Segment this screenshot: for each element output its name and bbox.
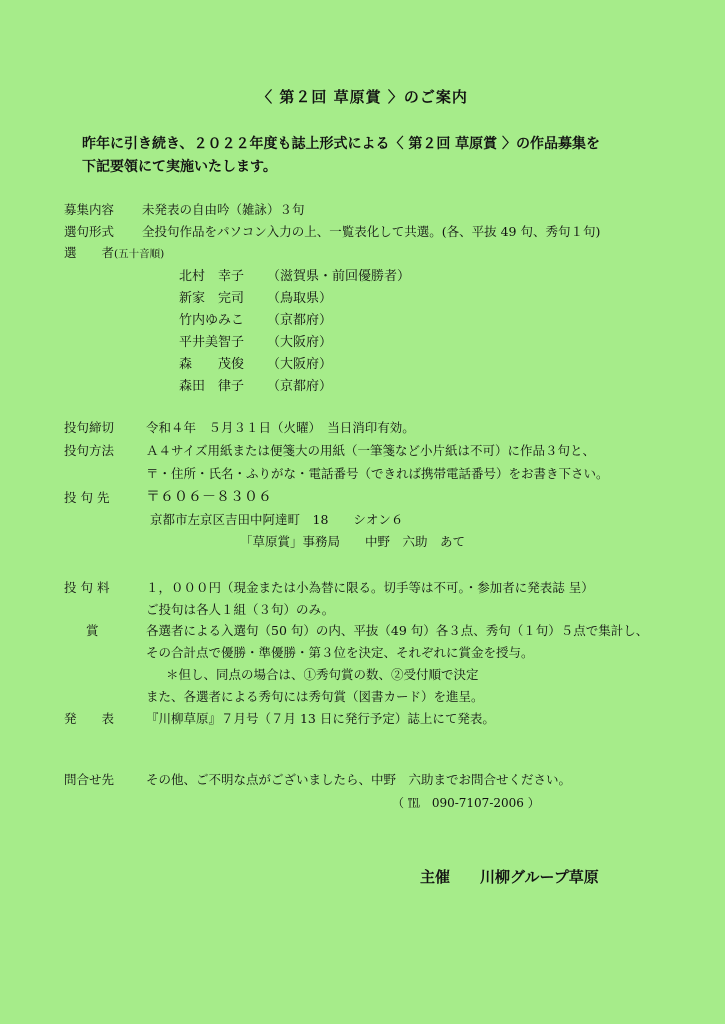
selection-value: 全投句作品をパソコン入力の上、一覧表化して共選。(各、平抜 49 句、秀句１句) bbox=[142, 224, 601, 239]
judges-label-text: 選 者 bbox=[64, 245, 115, 260]
prize-line-1: 各選者による入選句（50 句）の内、平抜（49 句）各３点、秀句（１句）５点で集計し、 bbox=[146, 623, 649, 638]
organizer: 主催 川柳グループ草原 bbox=[420, 868, 599, 886]
judge-name: 森 茂俊 bbox=[179, 357, 245, 372]
method-line-1: Ａ４サイズ用紙または便箋大の用紙（一筆箋など小片紙は不可）に作品３句と、 bbox=[146, 443, 596, 458]
judge-name: 北村 幸子 bbox=[179, 269, 245, 284]
judge-row bbox=[179, 309, 332, 328]
recruit-label: 募集内容 bbox=[64, 202, 115, 217]
inquiry-label: 問合せ先 bbox=[64, 772, 115, 787]
method-label: 投句方法 bbox=[64, 443, 115, 458]
deadline-label: 投句締切 bbox=[64, 420, 115, 435]
prize-label: 賞 bbox=[86, 623, 99, 638]
recruit-value: 未発表の自由吟（雑詠）３句 bbox=[142, 202, 305, 217]
judge-name: 新家 完司 bbox=[179, 291, 245, 306]
prize-line-3: ＊但し、同点の場合は、①秀句賞の数、②受付順で決定 bbox=[166, 667, 479, 682]
judge-place: （京都府） bbox=[267, 313, 333, 328]
fee-line-1: １，０００円（現金または小為替に限る。切手等は不可。・参加者に発表誌 呈） bbox=[146, 580, 594, 595]
judges-label bbox=[64, 243, 164, 261]
prize-line-2: その合計点で優勝・準優勝・第３位を決定、それぞれに賞金を授与。 bbox=[146, 645, 534, 660]
judge-place: （鳥取県） bbox=[267, 291, 333, 306]
address-postal: 〒６０６－８３０６ bbox=[146, 489, 272, 505]
judge-row bbox=[179, 353, 332, 372]
address-line-2: 「草原賞」事務局 中野 六助 あて bbox=[240, 534, 466, 549]
intro-line-1: 昨年に引き続き、２０２２年度も誌上形式による〈 第２回 草原賞 〉の作品募集を bbox=[82, 136, 601, 152]
deadline-value: 令和４年 ５月３１日（火曜） 当日消印有効。 bbox=[146, 420, 415, 435]
selection-label: 選句形式 bbox=[64, 224, 115, 239]
judge-place: （滋賀県・前回優勝者） bbox=[267, 269, 411, 284]
judge-name: 平井美智子 bbox=[179, 335, 245, 350]
judge-place: （大阪府） bbox=[267, 357, 333, 372]
inquiry-value: その他、ご不明な点がございましたら、中野 六助までお問合せください。 bbox=[146, 772, 572, 787]
method-line-2: 〒・住所・氏名・ふりがな・電話番号（できれば携帯電話番号）をお書き下さい。 bbox=[146, 466, 609, 481]
judge-place: （京都府） bbox=[267, 379, 333, 394]
fee-label: 投 句 料 bbox=[64, 580, 110, 595]
fee-line-2: ご投句は各人１組（３句）のみ。 bbox=[146, 602, 335, 617]
judge-row bbox=[179, 375, 332, 394]
address-line-1: 京都市左京区吉田中阿達町 18 シオン６ bbox=[150, 512, 404, 527]
announce-label: 発 表 bbox=[64, 711, 115, 726]
judge-row bbox=[179, 265, 410, 284]
judge-row bbox=[179, 287, 332, 306]
judge-place: （大阪府） bbox=[267, 335, 333, 350]
address-label: 投 句 先 bbox=[64, 490, 110, 505]
announce-value: 『川柳草原』７月号（７月 13 日に発行予定）誌上にて発表。 bbox=[146, 711, 495, 726]
intro-line-2: 下記要領にて実施いたします。 bbox=[82, 159, 277, 175]
judge-row bbox=[179, 331, 332, 350]
judges-note: (五十音順) bbox=[114, 248, 165, 260]
inquiry-tel: （ ℡ 090-7107-2006 ） bbox=[392, 796, 540, 810]
judge-name: 森田 律子 bbox=[179, 379, 245, 394]
prize-line-4: また、各選者による秀句には秀句賞（図書カード）を進呈。 bbox=[146, 689, 484, 704]
judge-name: 竹内ゆみこ bbox=[179, 313, 245, 328]
page-title: 〈 第２回 草原賞 〉のご案内 bbox=[257, 88, 468, 106]
